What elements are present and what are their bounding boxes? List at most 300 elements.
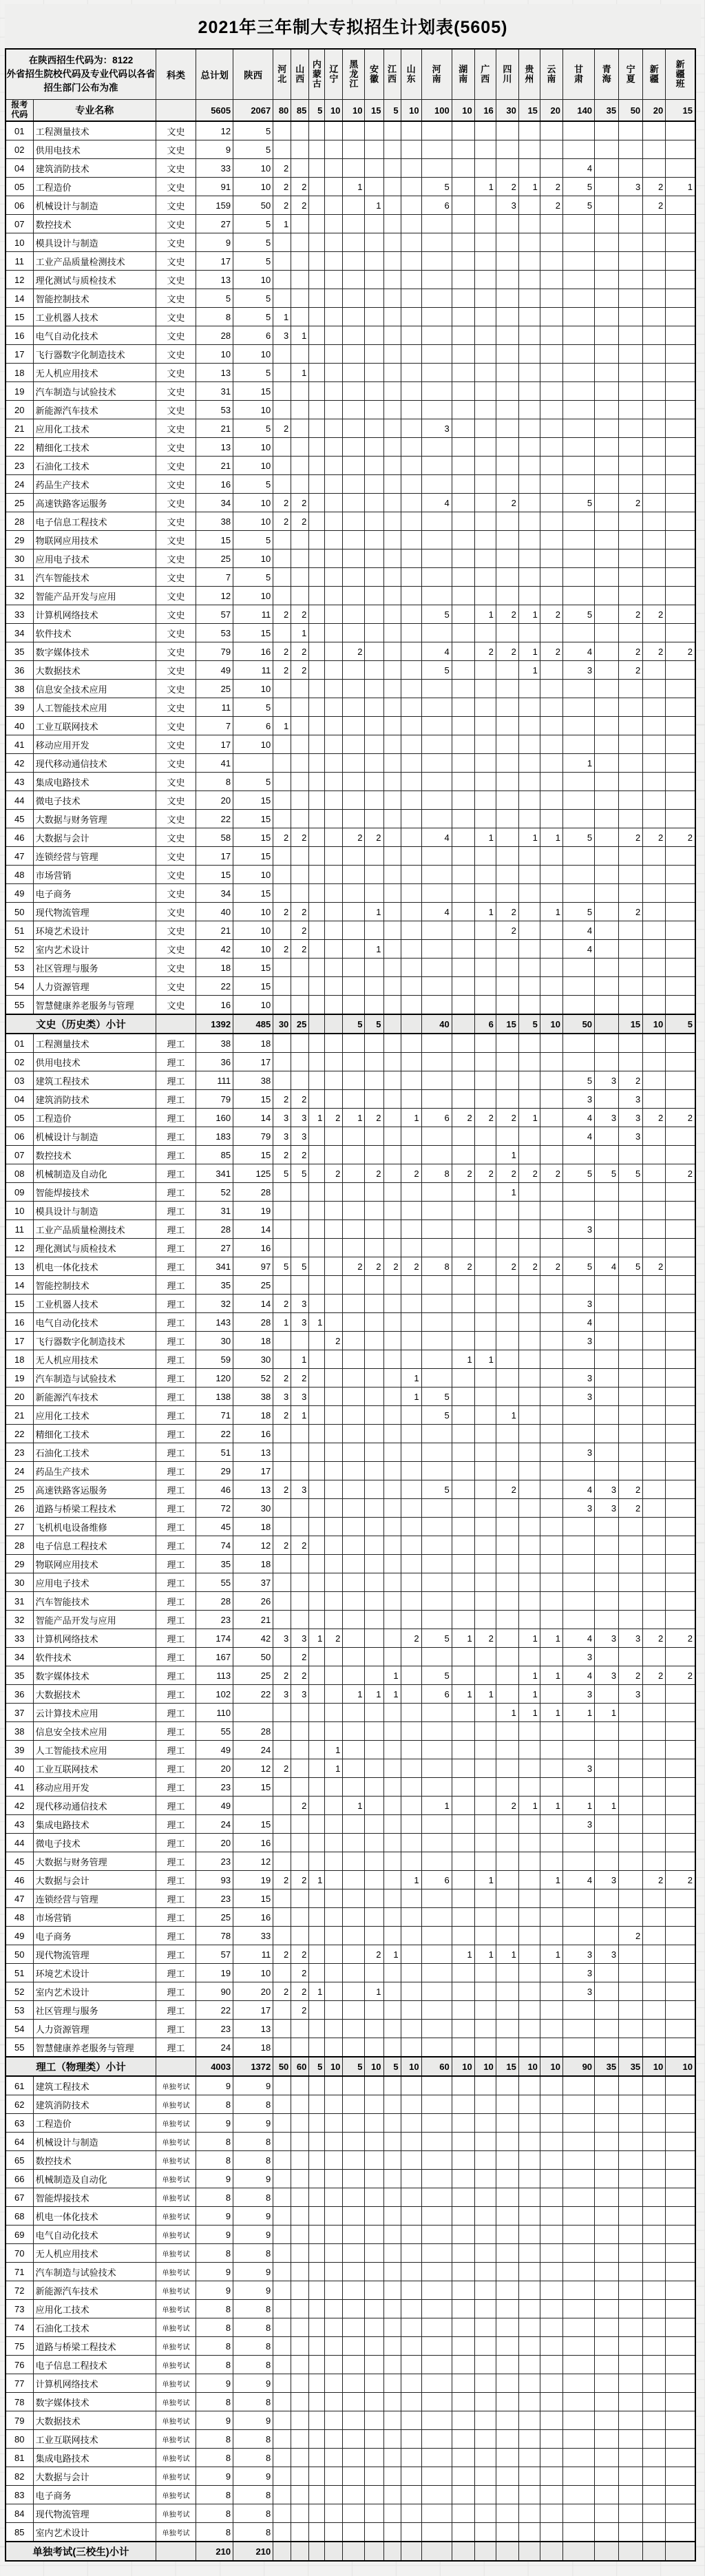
row-code-cell: 32: [6, 587, 33, 605]
row-province-cell: [421, 1852, 452, 1871]
row-province-cell: [562, 2244, 594, 2263]
row-province-cell: [452, 419, 474, 438]
row-province-cell: [325, 2020, 343, 2038]
row-province-cell: [273, 680, 291, 698]
row-province-cell: [474, 773, 496, 791]
row-province-cell: [595, 1592, 619, 1611]
row-shaanxi-cell: 8: [233, 2393, 273, 2411]
row-province-cell: [365, 773, 383, 791]
row-province-cell: [562, 549, 594, 568]
row-province-cell: [309, 178, 325, 196]
subtotal-province-cell: [291, 2542, 309, 2561]
row-province-cell: [619, 475, 643, 494]
row-province-cell: [421, 2001, 452, 2020]
row-province-cell: 2: [291, 1648, 309, 1666]
table-row: [6, 2001, 695, 2020]
row-province-cell: [540, 308, 562, 326]
row-province-cell: [383, 1183, 401, 1202]
row-province-cell: [643, 2038, 666, 2057]
row-province-cell: [401, 1295, 421, 1313]
row-province-cell: [666, 531, 695, 549]
row-major-cell: 新能源汽车技术: [33, 401, 156, 419]
row-province-cell: [452, 2356, 474, 2374]
row-subject-cell: 理工: [156, 1778, 196, 1797]
row-province-cell: [619, 884, 643, 903]
row-province-cell: 1: [518, 1704, 540, 1722]
row-province-cell: [562, 382, 594, 401]
row-province-cell: [291, 1704, 309, 1722]
row-subject-cell: 单独考试: [156, 2226, 196, 2244]
table-row: [6, 1908, 695, 1927]
row-province-cell: [383, 1741, 401, 1759]
row-province-cell: [496, 1518, 518, 1536]
row-province-cell: [383, 1871, 401, 1889]
row-province-cell: [309, 1722, 325, 1741]
subtotal-province-cell: [343, 2542, 365, 2561]
row-shaanxi-cell: 15: [233, 847, 273, 866]
row-province-cell: [343, 196, 365, 215]
row-total-cell: 71: [196, 1406, 233, 1425]
row-province-cell: [518, 2300, 540, 2318]
row-province-cell: [383, 1406, 401, 1425]
row-province-cell: [562, 1555, 594, 1573]
row-code-cell: 04: [6, 1090, 33, 1109]
row-province-cell: [540, 271, 562, 289]
row-province-cell: [309, 1815, 325, 1834]
row-province-cell: [666, 2281, 695, 2300]
row-province-cell: [343, 884, 365, 903]
row-province-cell: [452, 1034, 474, 1053]
row-province-cell: [401, 1425, 421, 1443]
row-province-cell: [452, 1778, 474, 1797]
row-province-cell: [643, 289, 666, 308]
row-province-cell: [421, 2114, 452, 2133]
row-province-cell: [643, 1313, 666, 1332]
row-province-cell: [325, 940, 343, 959]
row-province-cell: [421, 401, 452, 419]
row-province-cell: [666, 754, 695, 773]
row-subject-cell: 理工: [156, 1852, 196, 1871]
row-province-cell: [421, 1127, 452, 1146]
row-major-cell: 数字媒体技术: [33, 642, 156, 661]
row-province-cell: [595, 1611, 619, 1629]
row-total-cell: 20: [196, 1759, 233, 1778]
table-row: [6, 1518, 695, 1536]
row-major-cell: 电气自动化技术: [33, 1313, 156, 1332]
table-row: [6, 2133, 695, 2151]
row-province-cell: [474, 2207, 496, 2226]
row-code-cell: 69: [6, 2226, 33, 2244]
row-province-cell: [619, 140, 643, 159]
row-major-cell: 理化测试与质检技术: [33, 1239, 156, 1257]
row-province-cell: [666, 121, 695, 140]
row-major-cell: 市场营销: [33, 866, 156, 884]
row-province-cell: [595, 121, 619, 140]
row-province-cell: [619, 549, 643, 568]
row-province-cell: [365, 977, 383, 996]
row-province-cell: [619, 1239, 643, 1257]
row-province-cell: 4: [562, 1629, 594, 1648]
row-province-cell: [273, 2523, 291, 2542]
subject-header: 科类: [156, 49, 196, 100]
row-province-cell: [383, 2318, 401, 2337]
row-province-cell: [562, 1536, 594, 1555]
row-province-cell: [496, 531, 518, 549]
row-shaanxi-cell: 9: [233, 2467, 273, 2486]
row-total-cell: 159: [196, 196, 233, 215]
row-province-cell: [540, 1071, 562, 1090]
row-province-cell: [383, 680, 401, 698]
row-province-cell: [273, 847, 291, 866]
row-total-cell: 16: [196, 996, 233, 1015]
row-province-cell: [309, 1462, 325, 1480]
row-province-cell: [401, 494, 421, 512]
subtotal-row-0: [6, 1014, 695, 1034]
table-row: [6, 2095, 695, 2114]
row-major-cell: 电子信息工程技术: [33, 2356, 156, 2374]
row-province-cell: [401, 512, 421, 531]
row-province-cell: [619, 1369, 643, 1388]
row-shaanxi-cell: 10: [233, 866, 273, 884]
row-code-cell: 73: [6, 2300, 33, 2318]
row-province-cell: 2: [273, 1369, 291, 1388]
row-province-cell: [401, 903, 421, 921]
table-row: [6, 2523, 695, 2542]
row-province-cell: 4: [595, 1257, 619, 1276]
row-province-cell: [383, 1480, 401, 1499]
subtotal-province-cell: [401, 1014, 421, 1034]
subtotal-province-cell: [309, 2542, 325, 2561]
row-province-cell: [383, 2207, 401, 2226]
row-province-cell: [383, 717, 401, 735]
row-province-cell: [595, 717, 619, 735]
row-province-cell: [619, 624, 643, 642]
row-province-cell: [540, 1183, 562, 1202]
row-province-cell: [474, 1257, 496, 1276]
row-province-cell: [496, 159, 518, 178]
row-province-cell: [273, 1239, 291, 1257]
row-province-cell: [474, 1927, 496, 1945]
row-shaanxi-cell: 21: [233, 1611, 273, 1629]
row-province-cell: [643, 271, 666, 289]
row-province-cell: [309, 121, 325, 140]
row-total-cell: 28: [196, 1220, 233, 1239]
row-province-cell: [401, 345, 421, 364]
row-province-cell: [496, 587, 518, 605]
table-row: [6, 2393, 695, 2411]
row-province-cell: 1: [666, 178, 695, 196]
row-province-cell: [619, 159, 643, 178]
row-province-cell: [365, 717, 383, 735]
row-province-cell: [309, 2095, 325, 2114]
row-province-cell: [619, 754, 643, 773]
row-province-cell: 2: [291, 1090, 309, 1109]
row-province-cell: [496, 1220, 518, 1239]
row-major-cell: 信息安全技术应用: [33, 1722, 156, 1741]
row-province-cell: [643, 2076, 666, 2095]
row-province-cell: [309, 2226, 325, 2244]
row-province-cell: [666, 2207, 695, 2226]
row-province-cell: [540, 2001, 562, 2020]
row-province-cell: [325, 884, 343, 903]
row-province-cell: [643, 1443, 666, 1462]
row-province-cell: [365, 1220, 383, 1239]
row-province-cell: [421, 996, 452, 1015]
row-province-cell: [365, 1611, 383, 1629]
row-province-cell: [309, 2114, 325, 2133]
province-total-cell-1: 85: [291, 100, 309, 122]
row-province-cell: [518, 791, 540, 810]
row-province-cell: [619, 2151, 643, 2170]
table-row: [6, 1759, 695, 1778]
row-code-cell: 52: [6, 940, 33, 959]
table-row: [6, 531, 695, 549]
row-province-cell: 2: [619, 1927, 643, 1945]
row-province-cell: [383, 1127, 401, 1146]
row-province-cell: [540, 2170, 562, 2188]
row-province-cell: [421, 2244, 452, 2263]
row-province-cell: [452, 2076, 474, 2095]
row-province-cell: [562, 475, 594, 494]
row-province-cell: [496, 773, 518, 791]
row-province-cell: [383, 1704, 401, 1722]
row-province-cell: [365, 1443, 383, 1462]
row-province-cell: [273, 2226, 291, 2244]
row-province-cell: 2: [401, 1257, 421, 1276]
row-province-cell: [474, 1388, 496, 1406]
row-province-cell: [452, 345, 474, 364]
row-province-cell: [540, 382, 562, 401]
row-province-cell: 3: [595, 1945, 619, 1964]
row-province-cell: [343, 1034, 365, 1053]
row-province-cell: [365, 1704, 383, 1722]
row-province-cell: [518, 2095, 540, 2114]
row-shaanxi-cell: 17: [233, 1462, 273, 1480]
row-province-cell: [474, 1332, 496, 1350]
row-subject-cell: 文史: [156, 921, 196, 940]
row-province-cell: [474, 2263, 496, 2281]
row-province-cell: [273, 2300, 291, 2318]
row-code-cell: 28: [6, 1536, 33, 1555]
row-shaanxi-cell: 16: [233, 1239, 273, 1257]
row-province-cell: [666, 1425, 695, 1443]
admission-plan-table: [5, 48, 696, 2562]
row-total-cell: 28: [196, 1592, 233, 1611]
table-row: [6, 1220, 695, 1239]
row-province-cell: [518, 1202, 540, 1220]
row-province-cell: [343, 1982, 365, 2001]
row-province-cell: [383, 2076, 401, 2095]
row-province-cell: [643, 754, 666, 773]
row-province-cell: [496, 2226, 518, 2244]
row-province-cell: 2: [496, 921, 518, 940]
row-province-cell: [595, 252, 619, 271]
row-province-cell: [309, 1369, 325, 1388]
row-province-cell: [421, 2430, 452, 2449]
row-province-cell: [309, 382, 325, 401]
row-subject-cell: 理工: [156, 1295, 196, 1313]
row-subject-cell: 理工: [156, 1183, 196, 1202]
row-province-cell: [595, 1908, 619, 1927]
row-shaanxi-cell: 18: [233, 1406, 273, 1425]
row-province-cell: [421, 810, 452, 828]
row-subject-cell: 单独考试: [156, 2300, 196, 2318]
row-province-cell: [643, 1685, 666, 1704]
row-province-cell: [474, 196, 496, 215]
row-province-cell: [666, 1704, 695, 1722]
row-province-cell: [383, 2449, 401, 2467]
row-province-cell: [309, 1797, 325, 1815]
row-province-cell: [325, 438, 343, 457]
row-province-cell: [619, 1313, 643, 1332]
row-province-cell: [518, 810, 540, 828]
row-total-cell: 16: [196, 475, 233, 494]
row-province-cell: [383, 568, 401, 587]
row-subject-cell: 单独考试: [156, 2337, 196, 2356]
row-province-cell: 1: [518, 1629, 540, 1648]
row-province-cell: [343, 531, 365, 549]
row-shaanxi-cell: 8: [233, 2523, 273, 2542]
row-province-cell: [619, 2393, 643, 2411]
row-province-cell: [291, 568, 309, 587]
row-province-cell: 1: [421, 1797, 452, 1815]
row-province-cell: [666, 159, 695, 178]
row-province-cell: [518, 2374, 540, 2393]
row-province-cell: [343, 921, 365, 940]
row-province-cell: 2: [619, 1480, 643, 1499]
row-province-cell: 3: [291, 1313, 309, 1332]
row-code-cell: 45: [6, 1852, 33, 1871]
province-header-3: 辽 宁: [325, 49, 343, 100]
row-province-cell: [452, 1276, 474, 1295]
row-province-cell: [643, 1592, 666, 1611]
row-province-cell: [365, 959, 383, 977]
row-province-cell: [273, 271, 291, 289]
row-province-cell: [540, 568, 562, 587]
row-province-cell: [273, 1071, 291, 1090]
row-province-cell: [643, 438, 666, 457]
row-province-cell: [343, 1183, 365, 1202]
row-province-cell: [666, 1127, 695, 1146]
row-total-cell: 12: [196, 587, 233, 605]
row-shaanxi-cell: 10: [233, 735, 273, 754]
row-province-cell: [273, 773, 291, 791]
row-province-cell: [643, 1797, 666, 1815]
row-province-cell: [666, 1592, 695, 1611]
row-province-cell: [365, 642, 383, 661]
row-province-cell: [325, 1834, 343, 1852]
row-province-cell: [343, 345, 365, 364]
row-province-cell: [309, 419, 325, 438]
row-province-cell: [365, 121, 383, 140]
row-province-cell: [562, 996, 594, 1015]
row-total-cell: 12: [196, 121, 233, 140]
row-province-cell: [421, 2281, 452, 2300]
row-province-cell: 1: [452, 1685, 474, 1704]
row-province-cell: [421, 1369, 452, 1388]
row-province-cell: [540, 2486, 562, 2504]
table-row: [6, 2114, 695, 2133]
row-province-cell: [273, 2430, 291, 2449]
row-province-cell: [619, 2133, 643, 2151]
row-province-cell: [343, 1945, 365, 1964]
row-province-cell: [291, 1518, 309, 1536]
row-province-cell: [401, 1704, 421, 1722]
table-row: [6, 233, 695, 252]
row-province-cell: [562, 345, 594, 364]
row-province-cell: [383, 1982, 401, 2001]
row-province-cell: [273, 2356, 291, 2374]
row-province-cell: [421, 1202, 452, 1220]
row-province-cell: [325, 178, 343, 196]
row-province-cell: [619, 1053, 643, 1071]
row-province-cell: [595, 271, 619, 289]
row-shaanxi-cell: 28: [233, 1722, 273, 1741]
row-province-cell: [452, 382, 474, 401]
row-province-cell: [325, 549, 343, 568]
row-province-cell: [273, 1518, 291, 1536]
row-province-cell: [273, 1443, 291, 1462]
row-province-cell: [452, 1090, 474, 1109]
row-subject-cell: 文史: [156, 159, 196, 178]
row-province-cell: [540, 2020, 562, 2038]
row-province-cell: [325, 1778, 343, 1797]
row-province-cell: [291, 2337, 309, 2356]
row-province-cell: [365, 921, 383, 940]
row-province-cell: [474, 308, 496, 326]
row-subject-cell: 理工: [156, 1871, 196, 1889]
row-province-cell: [401, 2188, 421, 2207]
row-province-cell: [365, 735, 383, 754]
row-major-cell: 电子信息工程技术: [33, 1536, 156, 1555]
table-row: [6, 1164, 695, 1183]
row-province-cell: 2: [643, 1871, 666, 1889]
row-total-cell: 9: [196, 2226, 233, 2244]
row-province-cell: [474, 959, 496, 977]
row-province-cell: [496, 2095, 518, 2114]
row-province-cell: [619, 1889, 643, 1908]
row-province-cell: [666, 1555, 695, 1573]
row-province-cell: [401, 215, 421, 233]
row-province-cell: [401, 2114, 421, 2133]
row-province-cell: 1: [365, 1982, 383, 2001]
row-province-cell: [325, 2411, 343, 2430]
row-province-cell: [643, 2374, 666, 2393]
row-province-cell: [309, 1406, 325, 1425]
row-province-cell: [343, 159, 365, 178]
row-province-cell: 3: [273, 326, 291, 345]
row-province-cell: [365, 1722, 383, 1741]
row-province-cell: [309, 1518, 325, 1536]
row-province-cell: [666, 791, 695, 810]
table-row: [6, 457, 695, 475]
row-province-cell: [291, 2467, 309, 2486]
subtotal-subject-blank: [156, 2542, 196, 2561]
row-province-cell: [474, 1127, 496, 1146]
row-province-cell: [343, 698, 365, 717]
row-province-cell: [325, 215, 343, 233]
row-subject-cell: 单独考试: [156, 2449, 196, 2467]
row-province-cell: [619, 1443, 643, 1462]
row-province-cell: [291, 1927, 309, 1945]
row-province-cell: [309, 1964, 325, 1982]
row-province-cell: 2: [273, 1536, 291, 1555]
row-province-cell: [595, 2001, 619, 2020]
row-province-cell: [325, 494, 343, 512]
row-province-cell: [365, 1741, 383, 1759]
row-shaanxi-cell: 5: [233, 233, 273, 252]
row-province-cell: [383, 587, 401, 605]
